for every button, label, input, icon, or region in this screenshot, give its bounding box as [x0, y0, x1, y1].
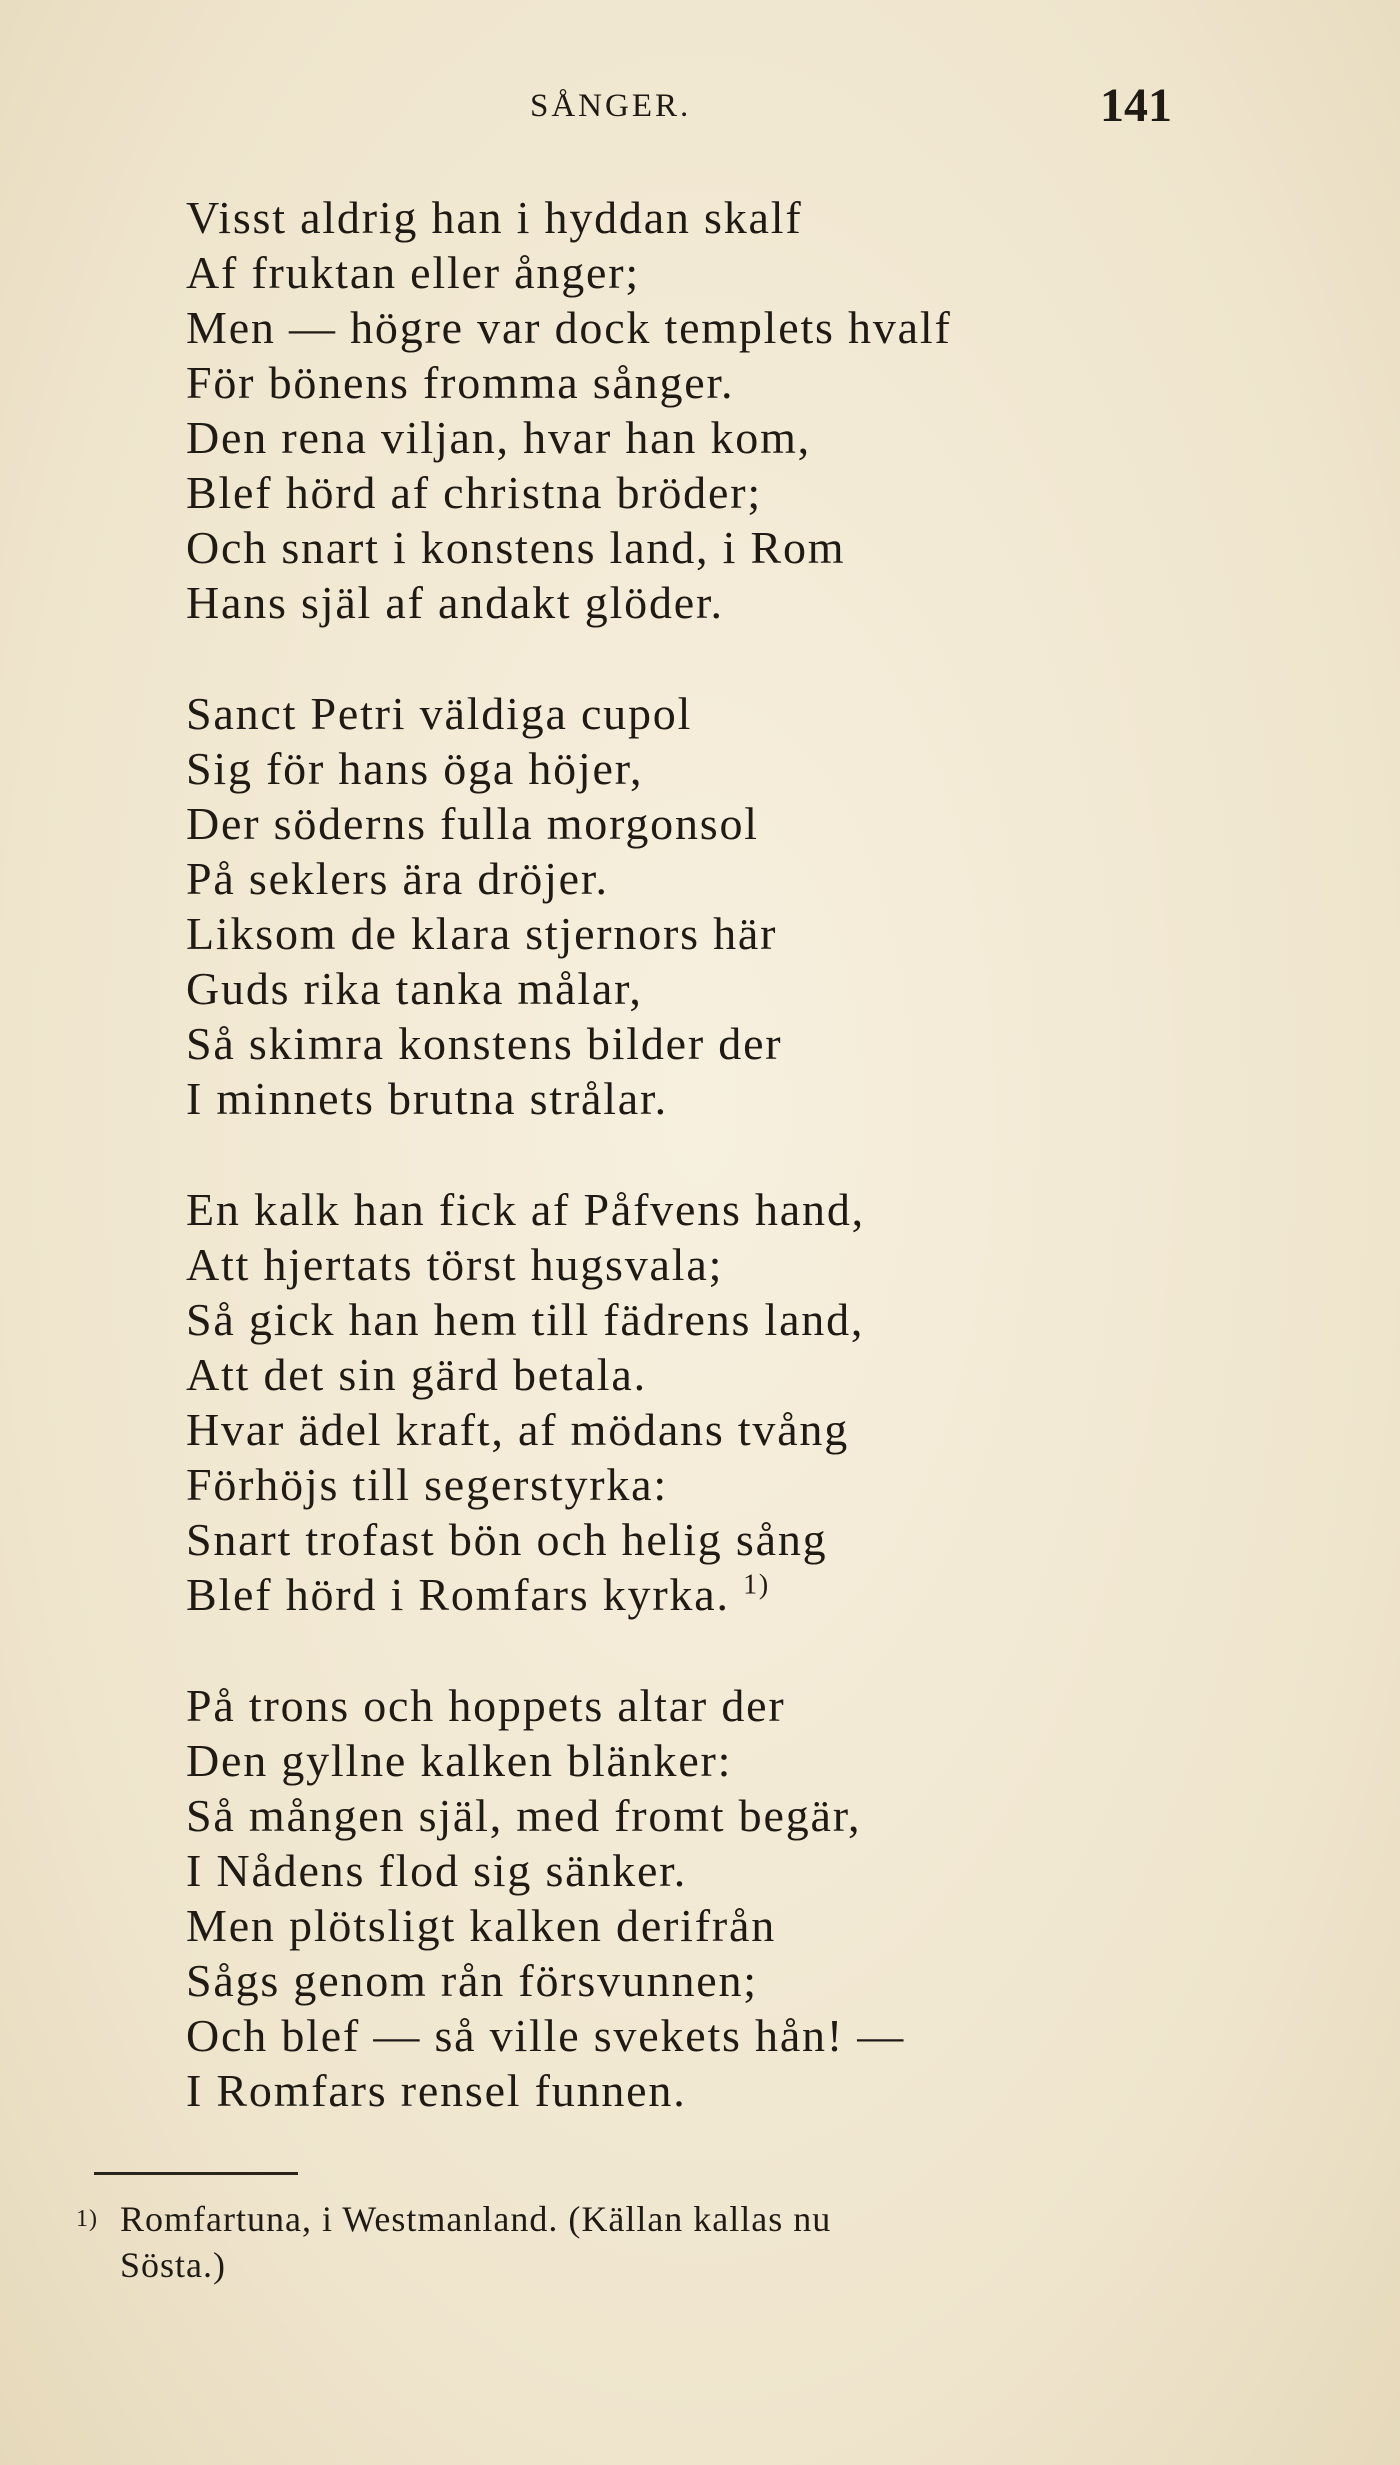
poem-line: På seklers ära dröjer. — [186, 853, 609, 904]
poem-line: Sågs genom rån försvunnen; — [186, 1955, 758, 2006]
poem-line: Så mången själ, med fromt begär, — [186, 1790, 862, 1841]
poem-line: I minnets brutna strålar. — [186, 1073, 668, 1124]
footnote-line: Romfartuna, i Westmanland. (Källan kallas nu — [120, 2199, 832, 2239]
poem — [186, 190, 1186, 2174]
footnote-divider — [94, 2172, 298, 2175]
poem-line-text: Blef hörd i Romfars kyrka. — [186, 1569, 730, 1620]
footnote-marker-text: 1) — [76, 2206, 98, 2232]
footnote-reference: 1) — [743, 1569, 770, 1601]
poem-line: Den rena viljan, hvar han kom, — [186, 412, 811, 463]
footnote-line: Sösta.) — [120, 2245, 226, 2285]
footnote-marker — [76, 2196, 98, 2250]
poem-line: I Nådens flod sig sänker. — [186, 1845, 688, 1896]
page-number: 141 — [1100, 79, 1172, 132]
poem-line: Hvar ädel kraft, af mödans tvång — [186, 1404, 850, 1455]
poem-line: Men — högre var dock templets hvalf — [186, 302, 952, 353]
stanza-3 — [186, 1182, 1186, 1622]
stanza-4 — [186, 1678, 1186, 2118]
poem-line: En kalk han fick af Påfvens hand, — [186, 1184, 865, 1235]
poem-line: På trons och hoppets altar der — [186, 1680, 786, 1731]
poem-line: Förhöjs till segerstyrka: — [186, 1459, 668, 1510]
poem-line: Snart trofast bön och helig sång — [186, 1514, 828, 1565]
poem-line: Och snart i konstens land, i Rom — [186, 522, 846, 573]
poem-line: Hans själ af andakt glöder. — [186, 577, 724, 628]
poem-line-with-footnote — [186, 1567, 1186, 1622]
poem-line: Sanct Petri väldiga cupol — [186, 688, 693, 739]
running-head: SÅNGER. — [530, 88, 692, 124]
poem-line: Af fruktan eller ånger; — [186, 247, 640, 298]
poem-line: Men plötsligt kalken derifrån — [186, 1900, 777, 1951]
poem-line: För bönens fromma sånger. — [186, 357, 735, 408]
stanza-1 — [186, 190, 1186, 630]
poem-line: Liksom de klara stjernors här — [186, 908, 778, 959]
poem-line: Der söderns fulla morgonsol — [186, 798, 759, 849]
footnote — [76, 2196, 1280, 2288]
poem-line: Att hjertats törst hugsvala; — [186, 1239, 724, 1290]
stanza-2 — [186, 686, 1186, 1126]
poem-line: Blef hörd af christna bröder; — [186, 467, 762, 518]
poem-line: Så skimra konstens bilder der — [186, 1018, 783, 1069]
poem-line: I Romfars rensel funnen. — [186, 2065, 687, 2116]
poem-line: Och blef — så ville svekets hån! — — [186, 2010, 906, 2061]
poem-line: Så gick han hem till fädrens land, — [186, 1294, 865, 1345]
poem-line: Guds rika tanka målar, — [186, 963, 643, 1014]
poem-line: Den gyllne kalken blänker: — [186, 1735, 733, 1786]
poem-line: Visst aldrig han i hyddan skalf — [186, 192, 803, 243]
poem-line: Sig för hans öga höjer, — [186, 743, 644, 794]
poem-line: Att det sin gärd betala. — [186, 1349, 647, 1400]
